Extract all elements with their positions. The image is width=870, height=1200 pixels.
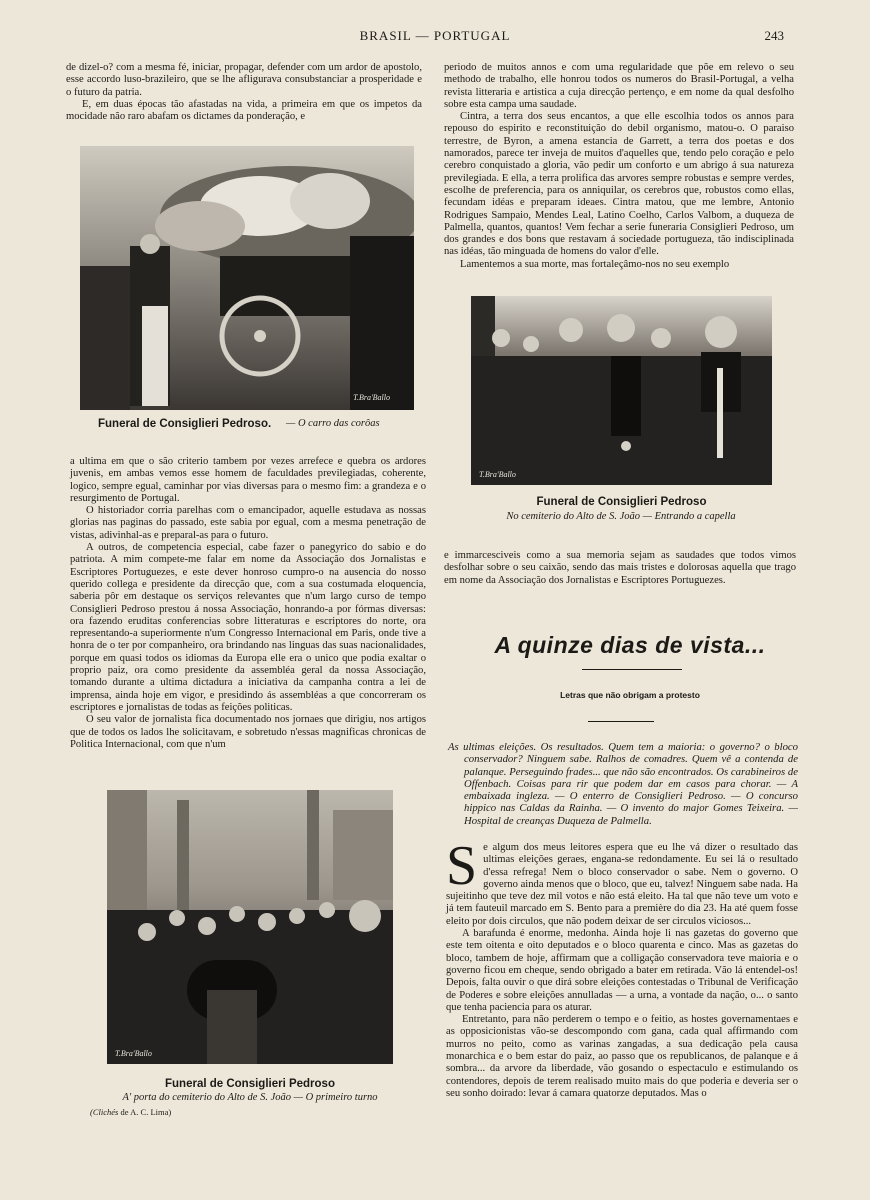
figure-3-subtitle: A' porta do cemiterio do Alto de S. João — O primeiro turno	[122, 1092, 378, 1103]
funeral-carriage-photo	[80, 146, 414, 410]
paragraph: e immarcesciveis como a sua memoria sejam as saudades que todos vimos desfolhar sobre o seu caixão, sendo das mais tristes e dolorosas aquella que trago em nome da Associação dos Jornalistas e Escriptores Portuguezes.	[444, 550, 796, 586]
paragraph: Lamentemos a sua morte, mas fortaleçâmo-nos no seu exemplo	[460, 258, 730, 270]
paragraph: a ultima em que o são criterio tambem por vezes arrefece e quebra os ardores juvenis, em ambas vemos esse homem de faculdades previlegiadas, coherente, logico, sempre egual, caminhar por vias diversas para o mesmo fim: a grandeza e o resurgimento de Portugal.	[70, 456, 426, 504]
figure-2-subtitle: No cemiterio do Alto de S. João — Entrando a capella	[506, 511, 736, 522]
paragraph	[446, 835, 798, 928]
section-subtitle: Letras que não obrigam a protesto	[560, 690, 700, 700]
section-summary	[448, 741, 798, 827]
page-number: 243	[764, 28, 784, 43]
photo-credit	[90, 1107, 171, 1117]
paragraph: Cintra, a terra dos seus encantos, a que elle escolhia todos os annos para repouso do espirito e reconstituição do debil organismo, matou-o. O paraiso terrestre, de Byron, a amena estancia de Garrett, a terra dos poetas e dos namorados, parece ter inveja de muitos d'aquelles que, tendo pelo coração e pelo cerebro conquistado a gloria, vão pedir um conforto e um abrigo á sua natureza previlegiada. E ella, a terra prolifica das arvores sempre robustas e sempre verdes, escolhe de preferencia, para os anniquilar, os cerebros que, robustos como ellas, fecundam idéas e preparam ideaes. Cintra matou, que me lembre, Antonio Rodrigues Sampaio, Mendes Leal, Latino Coelho, Carlos Valbom, a duqueza de Palmella, quantos, quantos! Vem fechar a serie funeraria Consiglieri Pedroso, um dos grandes e dos bons que restavam á sociedade portugueza, tão indisciplinada nas idéas, tão minguada de homens do valor d'elle.	[444, 111, 794, 258]
paragraph: A barafunda é enorme, medonha. Ainda hoje li nas gazetas do governo que este tem oitenta e oito deputados e o bloco quarenta e cinco. Mas as gazetas do bloco, tambem de hoje, affirmam que a colligação conservadora teve maioria e o governo ficou em cheque, sendo obrigado a bater em retirada. Vão lá entendel-os! Depois, falta ouvir o que dirá sobre eleições contestadas o Tribunal de Verificação de Poderes e sobre eleições annulladas — a urna, a vontade da nação, o... o santo que tenha paciencia para os aturar.	[446, 928, 798, 1013]
photo-signature: T.Bra'Ballo	[115, 1049, 152, 1058]
figure-2-title: Funeral de Consiglieri Pedroso	[536, 496, 707, 508]
figure-1-title: Funeral de Consiglieri Pedroso.	[98, 418, 272, 430]
paragraph: O historiador corria parelhas com o emancipador, aquelle estudava as nossas glorias nas paginas do passado, este sabia por egual, com a mesma penetração de vistas, adivinhal-as e preparal-as para o futuro.	[70, 505, 426, 541]
photo-signature: T.Bra'Ballo	[479, 470, 516, 479]
photo-signature: T.Bra'Ballo	[353, 393, 390, 402]
page-header	[0, 28, 870, 48]
paragraph: O seu valor de jornalista fica documentado nos jornaes que dirigiu, nos artigos que de todos os lados lhe solicitavam, e sobretudo n'essas magnificas chronicas de Politica Internacional, com que n'um	[70, 714, 426, 750]
section-title: A quinze dias de vista...	[494, 632, 766, 658]
credit-cliches: (Clichés	[90, 1107, 119, 1117]
right-column-middle	[444, 550, 796, 587]
divider	[582, 669, 682, 670]
cemetery-gate-photo	[107, 790, 393, 1064]
divider	[588, 721, 654, 722]
paragraph: periodo de muitos annos e com uma regularidade que põe em relevo o seu methodo de trabalho, elle honrou todos os numeros do Brasil-Portugal, a velha revista litteraria e artistica a cuja direcção pertenço, e em nome da qual desfolho sobre esta campa uma saudade.	[444, 62, 794, 110]
section-body	[446, 835, 798, 1100]
paragraph-text: e algum dos meus leitores espera que eu lhe vá dizer o resultado das ultimas eleições geraes, engana-se redondamente. Eu sei lá o resultado d'essa refrega! Nem o bloco conservador o sabe. Nem o governo. O governo ainda menos que o bloco, que eu, talvez! Ninguem sabe nada. Ha sujeitinho que teve dez mil votos e não está eleito. Ha tal que não teve um voto e já tem fauteuil marcado em S. Bento para a première do dia 23. Ha até quem fosse eleito por dois circulos, que não podem deixar de ser circulos viciosos...	[446, 842, 798, 927]
drop-cap: S	[446, 835, 478, 897]
paragraph: A outros, de competencia especial, cabe fazer o panegyrico do sabio e do patriota. A mim compete-me falar em nome da Associação dos Jornalistas e Escriptores Portuguezes, e este dever honroso cumpro-o na ausencia do nosso querido collega e presidente da direcção que, com a sua costumada eloquencia, saberia pôr em destaque os serviços relevantes que n'um largo curso de tempo Consiglieri Pedroso prestou á nossa Associação, honrando-a por fórmas diversas: ora fazendo eruditas conferencias sobre litteraturas e escriptores do norte, ora representando-a superiormente n'um Congresso Internacional em Paris, onde tive a honra de o ter por companheiro, ora brindando nas linguas das suas nacionalidades, porque em quasi todos os idiomas da Europa elle era o unico que podia exaltar o proprio paiz, ora como presidente da assembléa geral da nossa Associação, tomando durante a ultima dictadura a iniciativa da campanha contra a lei de imprensa, ainda hoje em vigor, e presidindo ás assembléas a que concorreram os escriptores e jornalistas de todas as feições politicas.	[70, 542, 426, 713]
figure-1-subtitle: — O carro das corôas	[286, 418, 380, 429]
left-column-intro	[66, 62, 422, 123]
left-column-middle	[70, 456, 426, 751]
summary-text: As ultimas eleições. Os resultados. Quem tem a maioria: o governo? o bloco conservador? Ninguem sabe. Ralhos de comadres. Quem vê a contenda de palanque. Perseguindo frades... que não são encontrados. Os carabineiros de Offenbach. Coisas para rir que podem dar em casos para chorar. — A embaixada ingleza. — O enterro de Consiglieri Pedroso. — O concurso hippico nas Caldas da Rainha. — O invento do major Gomes Teixeira. — Hospital de creanças Duqueza de Palmella.	[448, 741, 798, 827]
running-title: BRASIL — PORTUGAL	[359, 28, 511, 43]
credit-author: de A. C. Lima)	[120, 1107, 172, 1117]
paragraph: Entretanto, para não perderem o tempo e o feitio, as hostes governamentaes e as opposicionistas vão-se descompondo com gana, cada qual affirmando com murros no peito, como as varinas zangadas, a sua dedicação pela causa monarchica e o bem estar do paiz, ao passo que os republicanos, de palanque e á sombra... da arvore da liberdade, vão gosando o espectaculo e estimulando os contendores, depois de terem realisado muito mais do que poderia e deveria ser o seu sonho doirado: levar á camara quatorze deputados. Mas o	[446, 1014, 798, 1099]
paragraph: de dizel-o? com a mesma fé, iniciar, propagar, defender com um ardor de apostolo, esse accordo luso-brazileiro, que se lhe afligurava consubstanciar a prosperidade e o futuro da patria.	[66, 62, 422, 98]
figure-3-title: Funeral de Consiglieri Pedroso	[165, 1078, 335, 1090]
chapel-entrance-photo	[471, 296, 772, 485]
right-column-top	[444, 62, 794, 271]
paragraph: E, em duas épocas tão afastadas na vida, a primeira em que os impetos da mocidade não raro abafam os dictames da ponderação, e	[66, 98, 422, 123]
